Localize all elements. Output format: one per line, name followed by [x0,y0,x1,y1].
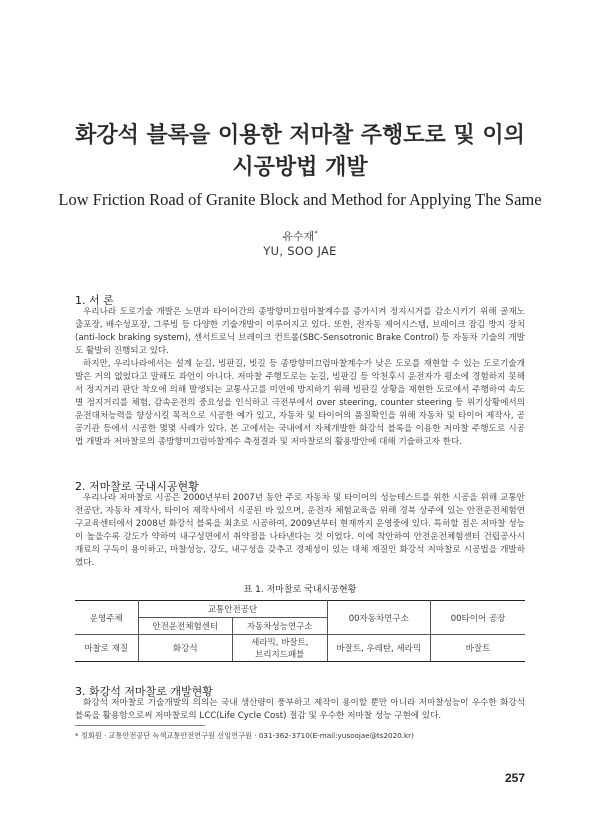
section-1-paragraph-1: 우리나라 도로기술 개발은 노면과 타이어간의 종방향미끄럼마찰계수를 증가시켜 정지시거를 감소시키기 위해 골재노출포장, 배수성포장, 그루빙 등 다양한 기술개발이 이루어지고 있다. 또한, 전자동 제어시스템, 브레이크 잠김 방지 장치(anti-lock braking system), 센서트로닉 브레이크 컨트롤(SBC-Sensotronic Brake Control) 등 자동차 기술의 개발도 활발히 진행되고 있다. [75,307,525,356]
table-caption: 표 1. 저마찰로 국내시공현황 [243,585,357,595]
section-3-heading: 3. 화강석 저마찰로 개발현황 [75,685,213,698]
paper-title-line2: 시공방법 개발 [232,155,368,180]
section-1-body [75,306,525,449]
section-2-heading: 2. 저마찰로 국내시공현황 [75,480,199,493]
table-row-header: 운영주체 [75,601,138,635]
table-col3-header: 00자동차연구소 [327,601,431,635]
section-2-body [75,492,525,570]
footnote-divider [75,725,205,726]
author-footnote-mark: * [314,229,318,238]
table-header-row [75,601,525,618]
table-row [75,635,525,662]
section-1-paragraph-2: 하지만, 우리나라에서는 설계 눈길, 빙판길, 빗길 등 종방향미끄럼마찰계수가 낮은 도로를 재현할 수 있는 도로기술개발은 거의 없었다고 말해도 과언이 아니다. 저마찰 주행도로는 눈길, 빙판길 등 악천후시 운전자가 평소에 경험하지 못해서 정지거리 판단 착오에 의해 발생되는 교통사고를 미연에 방지하기 위해 빙판길 상황을 재현한 도로에서 주행하여 속도별 정지거리를 체험, 감속운전의 중요성을 인식하고 극전부에서 over steering, counter steering 등 위기상황에서의 운전대처능력을 향상시킬 목적으로 시공한 예가 있고, 자동차 및 타이어의 품질확인을 위해 자동차 및 타이어 제작사, 공공기관 등에서 시공한 몇몇 사례가 있다. 본 고에서는 국내에서 자체개발한 화강석 블록을 이용한 저마찰 주행도로 시공법 개발과 저마찰로의 종방향미끄럼마찰계수 측정결과 및 저마찰로의 활용방안에 대해 기술하고자 한다. [75,359,525,447]
table-group-header: 교통안전공단 [138,601,327,618]
table-subheader-1: 안전운전체험센터 [138,618,233,635]
paper-title-line1: 화강석 블록을 이용한 저마찰 주행도로 및 이의 [75,123,525,148]
table-cell: 바잘트 [431,635,526,662]
section-1-heading: 1. 서 론 [75,294,114,307]
section-2-paragraph-1: 우리나라 저마찰로 시공은 2000년부터 2007년 동안 주로 자동차 및 타이어의 성능테스트를 위한 시공을 위해 교통안전공단, 자동차 제작사, 타이어 제작사에서 시공된 바 있으며, 운전자 체험교육을 위해 경북 상주에 있는 안전운전체험연구교육센터에서 2008년 화강석 블록을 최초로 시공하여, 2009년부터 현재까지 운영중에 있다. 특히할 점은 저마찰 성능이 높을수록 강도가 약하여 내구성면에서 취약점을 나타낸다는 것 이었다. 이에 착안하여 안전운전체험센터 건립공사시 재료의 구득이 용이하고, 마찰성능, 강도, 내구성을 갖추고 경제성이 있는 대체 재질인 화강석 저마찰로 시공법을 개발하였다. [75,493,525,568]
table-subheader-2: 자동차성능연구소 [233,618,328,635]
table-body-label: 마찰로 재질 [75,635,138,662]
author-korean-name [0,228,600,244]
table-cell: 세라믹, 바잘트, 브리지드패블 [233,635,328,662]
page-number: 257 [504,771,525,785]
section-3-body [75,697,525,723]
author-name-ko: 유수재 [282,230,315,243]
table-cell: 화강석 [138,635,233,662]
english-title: Low Friction Road of Granite Block and Method for Applying The Same [58,190,542,209]
table-col4-header: 00타이어 공장 [431,601,526,635]
author-english-name: YU, SOO JAE [263,244,337,258]
section-3-paragraph-1: 화강석 저마찰로 기술개발의 의의는 국내 생산량이 풍부하고 제작이 용이할 뿐만 아니라 저마찰성능이 우수한 화강석 블록을 활용함으로써 저마찰로의 LCC(Life Cycle Cost) 절감 및 우수한 저마찰 성능 구현에 있다. [75,698,525,721]
table-cell: 바잘트, 우레탄, 세라믹 [327,635,431,662]
construction-status-table [75,600,525,662]
author-footnote: * 정회원 · 교통안전공단 녹색교통안전연구원 선임연구원 · 031-362-3710(E-mail:yusoojae@ts2020.kr) [75,731,414,740]
